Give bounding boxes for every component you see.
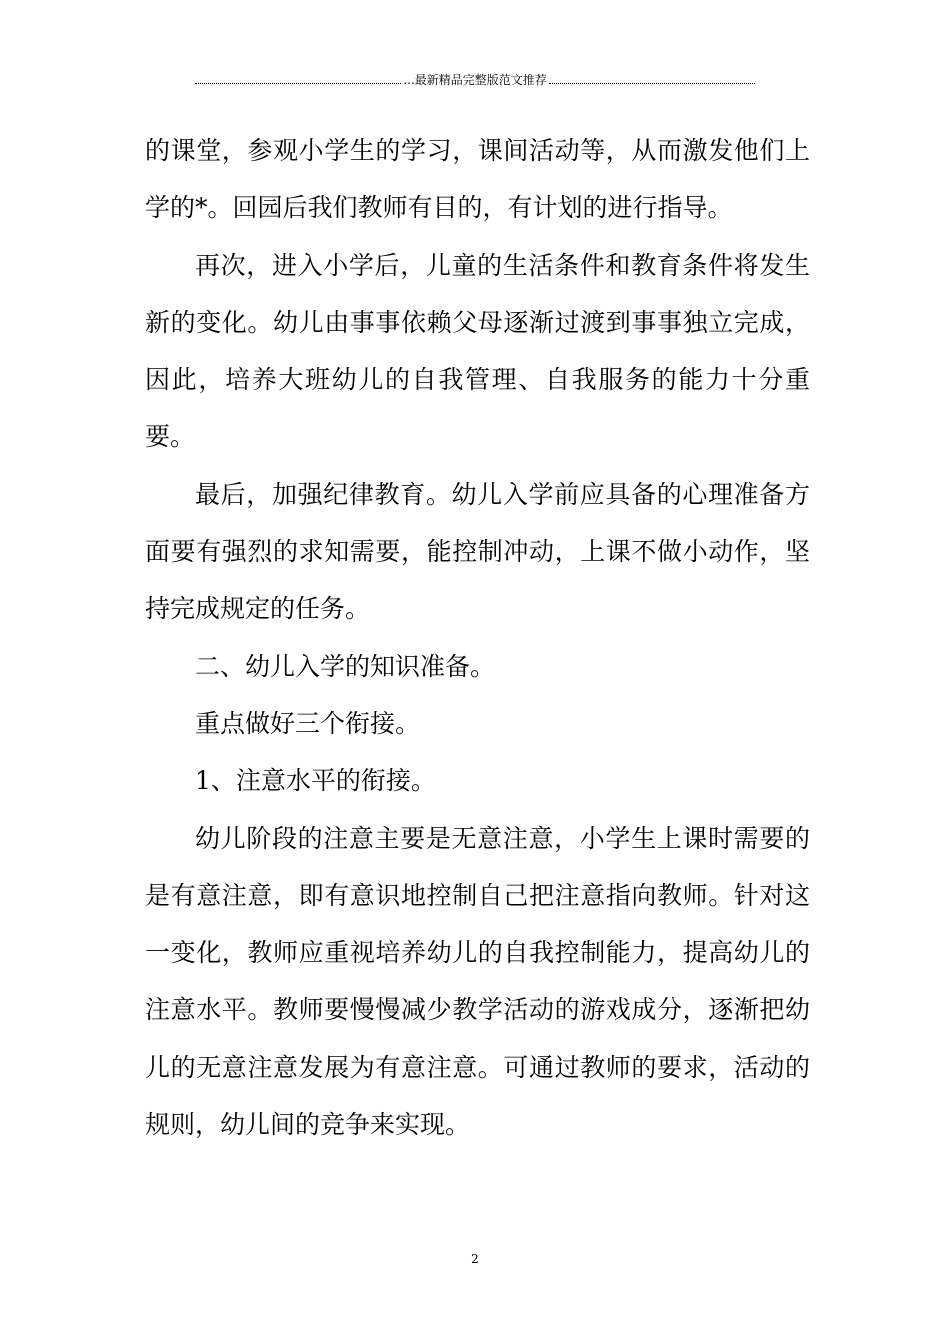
document-body bbox=[145, 122, 810, 1153]
header-dots-left bbox=[195, 75, 401, 84]
subsection-heading: 1、注意水平的衔接。 bbox=[195, 766, 436, 796]
section-heading: 二、幼儿入学的知识准备。 bbox=[195, 651, 496, 681]
header-dots-right bbox=[549, 75, 755, 84]
page-number: 2 bbox=[471, 1252, 479, 1266]
section-intro: 重点做好三个衔接。 bbox=[195, 708, 421, 738]
paragraph-next: 再次，进入小学后，儿童的生活条件和教育条件将发生新的变化。幼儿由事事依赖父母逐渐过渡到事事独立完成，因此，培养大班幼儿的自我管理、自我服务的能力十分重要。 bbox=[145, 250, 810, 452]
paragraph-finally: 最后，加强纪律教育。幼儿入学前应具备的心理准备方面要有强烈的求知需要，能控制冲动，上课不做小动作，坚持完成规定的任务。 bbox=[145, 479, 810, 624]
header-text: ...最新精品完整版范文推荐 bbox=[403, 73, 547, 87]
page-header bbox=[195, 72, 755, 88]
paragraph-attention: 幼儿阶段的注意主要是无意注意，小学生上课时需要的是有意注意，即有意识地控制自己把注意指向教师。针对这一变化，教师应重视培养幼儿的自我控制能力，提高幼儿的注意水平。教师要慢慢减少教学活动的游戏成分，逐渐把幼儿的无意注意发展为有意注意。可通过教师的要求，活动的规则，幼儿间的竞争来实现。 bbox=[145, 823, 810, 1140]
paragraph-continuation: 的课堂，参观小学生的学习，课间活动等，从而激发他们上学的*。回园后我们教师有目的，有计划的进行指导。 bbox=[145, 136, 810, 223]
